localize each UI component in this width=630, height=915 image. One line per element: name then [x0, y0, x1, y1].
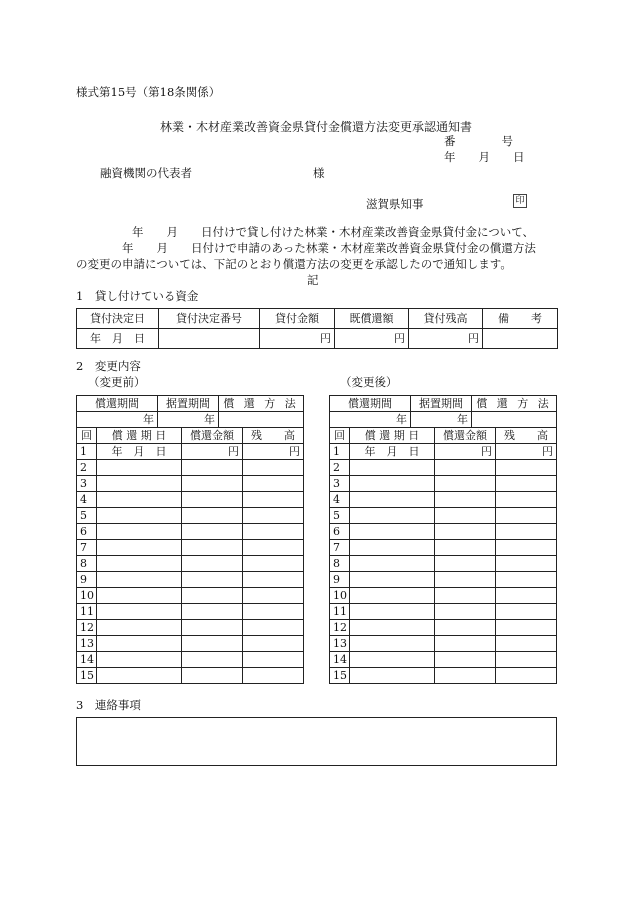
repayment-amount-cell	[435, 620, 496, 636]
repayment-date-cell	[97, 652, 182, 668]
repayment-amount-cell	[182, 668, 243, 684]
repayment-amount-cell	[435, 492, 496, 508]
installment-number-cell: 12	[330, 620, 350, 636]
schedule-row	[330, 524, 557, 540]
installment-number-cell: 2	[77, 460, 97, 476]
schedule-row	[330, 652, 557, 668]
schedule-row	[77, 668, 304, 684]
balance-header: 残 高	[243, 428, 304, 444]
repayment-date-cell	[97, 604, 182, 620]
document-date-label: 年 月 日	[444, 150, 525, 164]
grace-period-value: 年	[411, 412, 472, 428]
installment-number-cell: 2	[330, 460, 350, 476]
balance-cell	[243, 556, 304, 572]
ki-label: 記	[307, 273, 319, 287]
schedule-row	[77, 588, 304, 604]
loan-amount-cell: 円	[260, 329, 335, 349]
installment-number-cell: 15	[330, 668, 350, 684]
loan-table-header-row	[77, 309, 558, 329]
schedule-row	[77, 572, 304, 588]
repayment-amount-cell	[182, 604, 243, 620]
after-label: （変更後）	[340, 375, 398, 389]
repayment-date-cell	[97, 556, 182, 572]
balance-cell	[496, 620, 557, 636]
header-cell: 貸付決定番号	[159, 309, 260, 329]
schedule-row	[77, 460, 304, 476]
remarks-cell	[483, 329, 558, 349]
repayment-amount-cell	[182, 620, 243, 636]
schedule-row	[330, 476, 557, 492]
repayment-date-cell	[97, 668, 182, 684]
repayment-amount-cell	[182, 588, 243, 604]
repayment-amount-cell	[435, 588, 496, 604]
period-value-row	[330, 412, 557, 428]
repayment-period-value: 年	[77, 412, 158, 428]
schedule-row	[77, 444, 304, 460]
repayment-date-cell	[97, 492, 182, 508]
body-line-2: 年 月 日付けで申請のあった林業・木材産業改善資金県貸付金の償還方法	[122, 241, 536, 255]
schedule-after-table	[329, 395, 557, 684]
balance-cell	[243, 572, 304, 588]
schedule-before-table	[76, 395, 304, 684]
repayment-method-value	[219, 412, 304, 428]
balance-cell	[496, 492, 557, 508]
balance-cell	[496, 668, 557, 684]
repayment-amount-cell	[435, 636, 496, 652]
installment-number-cell: 5	[330, 508, 350, 524]
repayment-date-cell: 年 月 日	[97, 444, 182, 460]
repayment-period-value: 年	[330, 412, 411, 428]
installment-number-header: 回	[77, 428, 97, 444]
repayment-date-cell	[350, 588, 435, 604]
section2-heading: 2 変更内容	[76, 359, 141, 373]
installment-number-cell: 9	[330, 572, 350, 588]
repayment-date-header: 償 還 期 日	[350, 428, 435, 444]
balance-cell	[243, 604, 304, 620]
repayment-date-cell	[350, 492, 435, 508]
installment-number-cell: 10	[330, 588, 350, 604]
balance-cell	[496, 652, 557, 668]
schedule-row	[330, 460, 557, 476]
repayment-amount-cell	[182, 540, 243, 556]
body-line-1: 年 月 日付けで貸し付けた林業・木材産業改善資金県貸付金について、	[132, 225, 535, 239]
schedule-row	[330, 604, 557, 620]
section1-heading: 1 貸し付けている資金	[76, 289, 199, 303]
balance-cell	[243, 620, 304, 636]
repayment-amount-header: 償還金額	[182, 428, 243, 444]
repayment-date-cell	[97, 540, 182, 556]
repayment-date-cell	[97, 572, 182, 588]
installment-number-cell: 8	[330, 556, 350, 572]
installment-number-cell: 15	[77, 668, 97, 684]
loan-balance-cell: 円	[409, 329, 483, 349]
schedule-row	[330, 540, 557, 556]
installment-number-cell: 9	[77, 572, 97, 588]
schedule-row	[77, 652, 304, 668]
repayment-date-cell	[350, 652, 435, 668]
balance-cell	[496, 572, 557, 588]
repayment-amount-cell	[435, 508, 496, 524]
installment-number-cell: 14	[330, 652, 350, 668]
installment-number-header: 回	[330, 428, 350, 444]
document-number-label: 番 号	[444, 134, 513, 148]
repayment-date-cell	[97, 588, 182, 604]
schedule-row	[77, 620, 304, 636]
loan-table-row	[77, 329, 558, 349]
loan-decision-date-cell: 年 月 日	[77, 329, 159, 349]
addressee-label: 融資機関の代表者	[100, 166, 192, 180]
repayment-amount-cell	[435, 652, 496, 668]
repayment-date-cell	[350, 556, 435, 572]
schedule-row	[77, 492, 304, 508]
section3-heading: 3 連絡事項	[76, 698, 141, 712]
repayment-amount-cell	[435, 572, 496, 588]
balance-cell	[496, 556, 557, 572]
schedule-row	[77, 524, 304, 540]
balance-cell	[243, 668, 304, 684]
repayment-date-cell	[350, 620, 435, 636]
grace-period-header: 据置期間	[411, 396, 472, 412]
balance-cell	[243, 636, 304, 652]
repayment-date-cell	[97, 508, 182, 524]
form-number: 様式第15号（第18条関係）	[76, 85, 221, 99]
issuer-label: 滋賀県知事	[366, 197, 424, 211]
balance-cell	[243, 540, 304, 556]
schedule-row	[77, 556, 304, 572]
repayment-amount-cell	[435, 556, 496, 572]
schedule-row	[330, 668, 557, 684]
header-cell: 貸付金額	[260, 309, 335, 329]
repayment-date-cell	[350, 524, 435, 540]
repayment-date-cell	[350, 668, 435, 684]
balance-header: 残 高	[496, 428, 557, 444]
period-header-row	[330, 396, 557, 412]
repayment-amount-cell	[182, 636, 243, 652]
repayment-amount-cell	[182, 460, 243, 476]
repayment-amount-cell	[182, 524, 243, 540]
repayment-date-cell	[350, 476, 435, 492]
installment-number-cell: 13	[77, 636, 97, 652]
honorific-label: 様	[313, 166, 325, 180]
repayment-period-header: 償還期間	[77, 396, 158, 412]
repayment-date-cell	[350, 572, 435, 588]
balance-cell: 円	[496, 444, 557, 460]
installment-number-cell: 13	[330, 636, 350, 652]
repayment-amount-cell	[435, 604, 496, 620]
schedule-row	[330, 588, 557, 604]
schedule-row	[330, 492, 557, 508]
header-cell: 既償還額	[335, 309, 409, 329]
repayment-method-value	[472, 412, 557, 428]
installment-number-cell: 6	[77, 524, 97, 540]
installment-number-cell: 4	[77, 492, 97, 508]
balance-cell	[496, 636, 557, 652]
schedule-row	[330, 444, 557, 460]
repayment-amount-cell	[435, 524, 496, 540]
installment-number-cell: 12	[77, 620, 97, 636]
repayment-amount-cell	[182, 652, 243, 668]
installment-number-cell: 5	[77, 508, 97, 524]
installment-number-cell: 8	[77, 556, 97, 572]
period-value-row	[77, 412, 304, 428]
repayment-date-cell	[350, 508, 435, 524]
balance-cell	[496, 540, 557, 556]
balance-cell	[243, 588, 304, 604]
balance-cell	[243, 508, 304, 524]
grace-period-header: 据置期間	[158, 396, 219, 412]
repayment-method-header: 償 還 方 法	[472, 396, 557, 412]
schedule-row	[77, 476, 304, 492]
notes-box[interactable]	[76, 717, 557, 766]
repayment-date-header: 償 還 期 日	[97, 428, 182, 444]
repayment-amount-cell	[435, 540, 496, 556]
repayment-amount-cell: 円	[435, 444, 496, 460]
repayment-amount-cell: 円	[182, 444, 243, 460]
installment-number-cell: 1	[330, 444, 350, 460]
schedule-header-row	[77, 428, 304, 444]
repayment-amount-cell	[182, 508, 243, 524]
balance-cell	[243, 524, 304, 540]
schedule-row	[330, 636, 557, 652]
repayment-date-cell	[350, 604, 435, 620]
balance-cell	[243, 460, 304, 476]
balance-cell	[496, 460, 557, 476]
repayment-amount-cell	[182, 492, 243, 508]
header-cell: 貸付残高	[409, 309, 483, 329]
before-label: （変更前）	[88, 375, 146, 389]
repayment-date-cell	[97, 636, 182, 652]
installment-number-cell: 4	[330, 492, 350, 508]
header-cell: 貸付決定日	[77, 309, 159, 329]
seal-mark: 印	[513, 194, 527, 208]
document-title: 林業・木材産業改善資金県貸付金償還方法変更承認通知書	[160, 120, 473, 134]
repayment-date-cell	[97, 460, 182, 476]
balance-cell	[496, 524, 557, 540]
balance-cell	[496, 508, 557, 524]
schedule-row	[330, 508, 557, 524]
repayment-amount-cell	[182, 556, 243, 572]
repayment-date-cell	[350, 460, 435, 476]
balance-cell	[496, 604, 557, 620]
installment-number-cell: 7	[77, 540, 97, 556]
repayment-amount-cell	[435, 668, 496, 684]
repayment-date-cell	[350, 540, 435, 556]
repayment-amount-cell	[435, 460, 496, 476]
repayment-amount-cell	[435, 476, 496, 492]
installment-number-cell: 1	[77, 444, 97, 460]
repaid-amount-cell: 円	[335, 329, 409, 349]
schedule-row	[330, 620, 557, 636]
repayment-period-header: 償還期間	[330, 396, 411, 412]
period-header-row	[77, 396, 304, 412]
header-cell: 備 考	[483, 309, 558, 329]
installment-number-cell: 3	[77, 476, 97, 492]
schedule-row	[77, 604, 304, 620]
grace-period-value: 年	[158, 412, 219, 428]
repayment-date-cell	[97, 476, 182, 492]
balance-cell: 円	[243, 444, 304, 460]
repayment-date-cell	[97, 524, 182, 540]
loan-table	[76, 308, 558, 349]
balance-cell	[243, 652, 304, 668]
installment-number-cell: 11	[330, 604, 350, 620]
installment-number-cell: 7	[330, 540, 350, 556]
installment-number-cell: 6	[330, 524, 350, 540]
installment-number-cell: 3	[330, 476, 350, 492]
loan-decision-number-cell	[159, 329, 260, 349]
schedule-header-row	[330, 428, 557, 444]
installment-number-cell: 11	[77, 604, 97, 620]
repayment-amount-cell	[182, 476, 243, 492]
schedule-row	[77, 508, 304, 524]
body-line-3: の変更の申請については、下記のとおり償還方法の変更を承認したので通知します。	[76, 257, 512, 271]
balance-cell	[496, 588, 557, 604]
repayment-date-cell: 年 月 日	[350, 444, 435, 460]
installment-number-cell: 10	[77, 588, 97, 604]
repayment-method-header: 償 還 方 法	[219, 396, 304, 412]
repayment-amount-header: 償還金額	[435, 428, 496, 444]
schedule-row	[330, 556, 557, 572]
balance-cell	[496, 476, 557, 492]
schedule-row	[77, 636, 304, 652]
balance-cell	[243, 492, 304, 508]
repayment-amount-cell	[182, 572, 243, 588]
repayment-date-cell	[350, 636, 435, 652]
balance-cell	[243, 476, 304, 492]
schedule-row	[330, 572, 557, 588]
repayment-date-cell	[97, 620, 182, 636]
schedule-row	[77, 540, 304, 556]
installment-number-cell: 14	[77, 652, 97, 668]
